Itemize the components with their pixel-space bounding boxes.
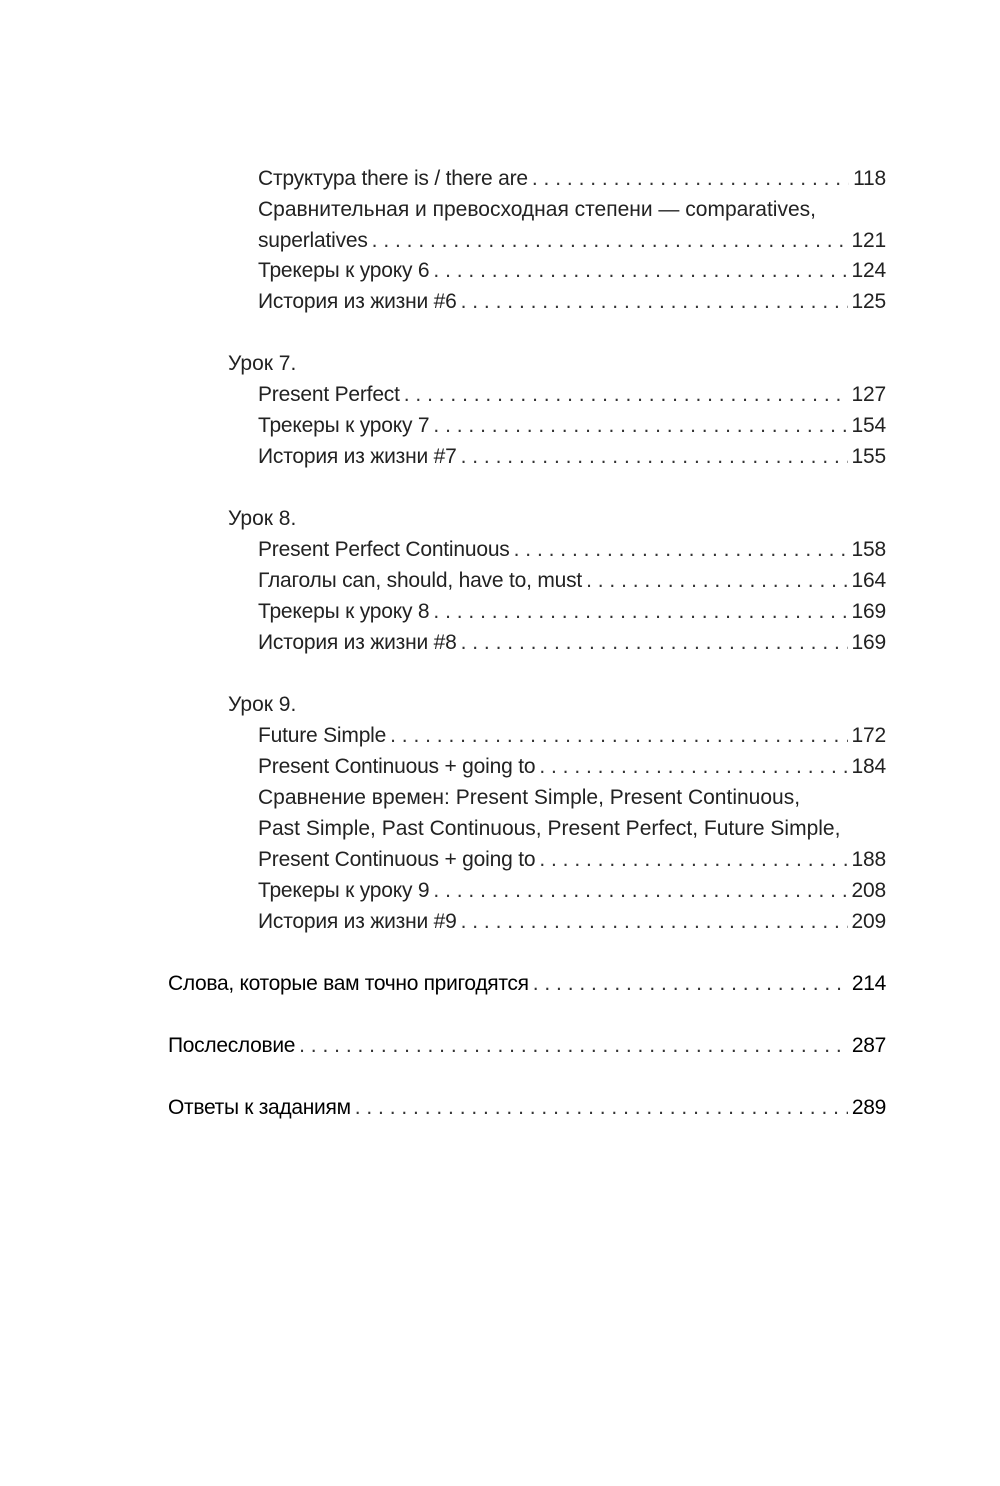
toc-entry-title: Послесловие xyxy=(168,1034,296,1057)
toc-entry-page: 127 xyxy=(851,383,886,406)
toc-entry-page: 118 xyxy=(853,167,886,190)
toc-entry-page: 121 xyxy=(851,229,886,252)
dot-leader xyxy=(539,752,847,782)
toc-entry-title: Present Continuous + going to xyxy=(258,848,536,871)
toc-entry-page: 287 xyxy=(851,1034,886,1057)
dot-leader xyxy=(433,597,847,627)
toc-entry-title: Present Perfect Continuous xyxy=(258,538,510,561)
dot-leader xyxy=(404,380,848,410)
toc-entry-page: 154 xyxy=(851,414,886,437)
toc-entry-page: 169 xyxy=(851,600,886,623)
dot-leader xyxy=(532,164,849,194)
toc-entry-title: Present Continuous + going to xyxy=(258,755,536,778)
toc-entry-page: 188 xyxy=(851,848,886,871)
toc-entry-title: Ответы к заданиям xyxy=(168,1096,351,1119)
toc-entry[interactable] xyxy=(258,411,886,441)
toc-entry[interactable] xyxy=(258,226,886,256)
toc-entry-page: 208 xyxy=(851,879,886,902)
toc-entry-page: 155 xyxy=(851,445,886,468)
toc-entry[interactable] xyxy=(258,380,886,410)
toc-entry[interactable] xyxy=(258,535,886,565)
toc-entry-title: История из жизни #6 xyxy=(258,290,457,313)
dot-leader xyxy=(299,1031,848,1061)
dot-leader xyxy=(586,566,847,596)
toc-entry-title: Глаголы can, should, have to, must xyxy=(258,569,583,592)
dot-leader xyxy=(461,628,848,658)
dot-leader xyxy=(355,1093,848,1123)
toc-entry-title: Трекеры к уроку 8 xyxy=(258,600,430,623)
toc-entry-title: Трекеры к уроку 6 xyxy=(258,259,430,282)
dot-leader xyxy=(539,845,847,875)
toc-entry-page: 125 xyxy=(851,290,886,313)
toc-entry-title-line: Сравнительная и превосходная степени — comparatives, xyxy=(258,198,816,221)
toc-entry-page: 124 xyxy=(851,259,886,282)
toc-entry-title: История из жизни #9 xyxy=(258,910,457,933)
dot-leader xyxy=(433,256,847,286)
toc-entry-page: 289 xyxy=(851,1096,886,1119)
dot-leader xyxy=(514,535,848,565)
dot-leader xyxy=(433,411,847,441)
toc-entry-title: Структура there is / there are xyxy=(258,167,528,190)
toc-entry-title-line: Past Simple, Past Continuous, Present Perfect, Future Simple, xyxy=(258,817,841,840)
toc-entry-page: 158 xyxy=(851,538,886,561)
dot-leader xyxy=(533,969,848,999)
toc-entry-page: 209 xyxy=(851,910,886,933)
dot-leader xyxy=(461,287,848,317)
toc-entry-title: superlatives xyxy=(258,229,368,252)
toc-entry-page: 169 xyxy=(851,631,886,654)
toc-entry[interactable] xyxy=(258,566,886,596)
toc-entry-title: Present Perfect xyxy=(258,383,400,406)
toc-main-entry[interactable] xyxy=(168,1031,886,1061)
toc-entry[interactable] xyxy=(258,164,886,194)
toc-entry[interactable] xyxy=(258,442,886,472)
toc-main-entry[interactable] xyxy=(168,1093,886,1123)
dot-leader xyxy=(372,226,848,256)
toc-entry[interactable] xyxy=(258,256,886,286)
lesson-heading: Урок 9. xyxy=(228,693,297,716)
dot-leader xyxy=(390,721,847,751)
toc-entry-title: Трекеры к уроку 9 xyxy=(258,879,430,902)
dot-leader xyxy=(433,876,847,906)
dot-leader xyxy=(461,442,848,472)
toc-entry-title: Future Simple xyxy=(258,724,387,747)
toc-entry[interactable] xyxy=(258,876,886,906)
toc-entry-page: 184 xyxy=(851,755,886,778)
lesson-heading: Урок 8. xyxy=(228,507,297,530)
toc-entry-title: Трекеры к уроку 7 xyxy=(258,414,430,437)
toc-entry[interactable] xyxy=(258,628,886,658)
toc-main-entry[interactable] xyxy=(168,969,886,999)
dot-leader xyxy=(461,907,848,937)
toc-entry[interactable] xyxy=(258,287,886,317)
toc-entry[interactable] xyxy=(258,907,886,937)
toc-entry-title: История из жизни #7 xyxy=(258,445,457,468)
toc-entry-page: 164 xyxy=(851,569,886,592)
toc-entry[interactable] xyxy=(258,845,886,875)
toc-entry-page: 214 xyxy=(851,972,886,995)
toc-entry-title: История из жизни #8 xyxy=(258,631,457,654)
toc-entry[interactable] xyxy=(258,721,886,751)
toc-entry[interactable] xyxy=(258,597,886,627)
toc-entry-page: 172 xyxy=(851,724,886,747)
toc-entry[interactable] xyxy=(258,752,886,782)
toc-entry-title: Слова, которые вам точно пригодятся xyxy=(168,972,529,995)
toc-entry-title-line: Сравнение времен: Present Simple, Present Continuous, xyxy=(258,786,801,809)
lesson-heading: Урок 7. xyxy=(228,352,297,375)
